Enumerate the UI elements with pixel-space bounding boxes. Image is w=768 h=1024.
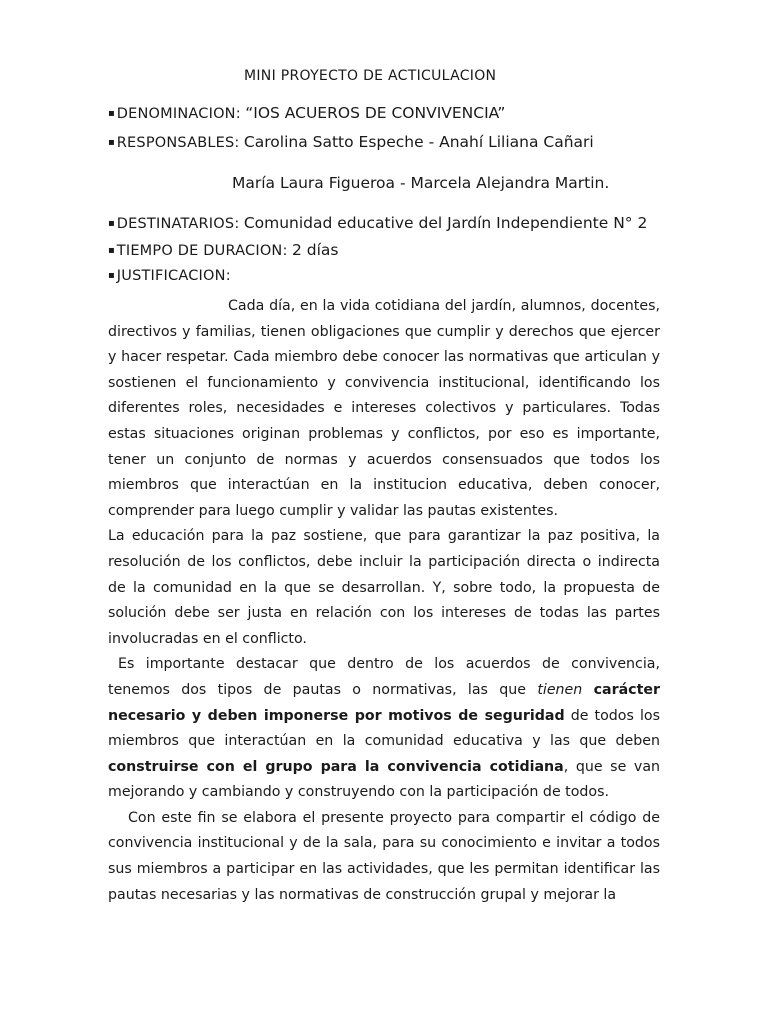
field-label: JUSTIFICACION: [116, 268, 226, 284]
bold-text: carácter necesario y deben imponerse por motivos de seguridad: [108, 681, 660, 724]
field-label: DENOMINACION: [116, 106, 236, 122]
bold-text: construirse con el grupo para la convivencia cotidiana: [108, 758, 564, 775]
italic-text: tienen: [537, 681, 583, 698]
field-justificacion: ▪ JUSTIFICACION:: [108, 268, 231, 284]
paragraph-3: [108, 652, 660, 806]
field-value: Carolina Satto Espeche - Anahí Liliana Cañari: [243, 133, 594, 151]
field-destinatarios: ▪ DESTINATARIOS: Comunidad educative del Jardín Independiente N° 2: [108, 214, 648, 232]
field-label: DESTINATARIOS: [116, 216, 235, 232]
field-tiempo: ▪ TIEMPO DE DURACION: 2 días: [108, 241, 339, 259]
text-run: , que se van mejorando y cambiando y construyendo con la participación de todos.: [108, 758, 661, 801]
field-value: Comunidad educative del Jardín Independiente N° 2: [243, 214, 648, 232]
paragraph-4: Con este fin se elabora el presente proyecto para compartir el código de convivencia institucional y de la sala, para su conocimiento e invitar a todos sus miembros a participar en las actividades, que les permitan identificar las pautas necesarias y las normativas de construcción grupal y mejorar la: [108, 809, 660, 903]
field-responsables: ▪ RESPONSABLES: Carolina Satto Espeche - Anahí Liliana Cañari: [108, 133, 594, 151]
bullet-icon: ▪: [108, 245, 115, 256]
paragraph-1: Cada día, en la vida cotidiana del jardín, alumnos, docentes, directivos y familias, tienen obligaciones que cumplir y derechos que ejercer y hacer respetar. Cada miembro debe conocer las normativas que articulan y sostienen el funcionamiento y convivencia institucional, identificando los diferentes roles, necesidades e intereses colectivos y particulares. Todas estas situaciones originan problemas y conflictos, por eso es importante, tener un conjunto de normas y acuerdos consensuados que todos los miembros que interactúan en la institucion educativa, deben conocer, comprender para luego cumplir y validar las pautas existentes.: [108, 298, 660, 519]
bullet-icon: ▪: [108, 270, 115, 281]
field-label: RESPONSABLES: [116, 135, 235, 151]
bullet-icon: ▪: [108, 218, 115, 229]
field-value: “IOS ACUEROS DE CONVIVENCIA”: [245, 104, 506, 122]
text-run: Es importante destacar que dentro de los acuerdos de convivencia, tenemos dos tipos de pautas o normativas, las que: [108, 656, 660, 698]
paragraph-2: La educación para la paz sostiene, que para garantizar la paz positiva, la resolución de los conflictos, debe incluir la participación directa o indirecta de la comunidad en la que se desarrollan. Y, sobre todo, la propuesta de solución debe ser justa en relación con los intereses de todas las partes involucradas en el conflicto.: [108, 528, 660, 647]
document-title: MINI PROYECTO DE ACTICULACION: [244, 68, 497, 84]
document-body: [108, 294, 660, 908]
text-run: de todos los miembros que interactúan en la comunidad educativa y las que deben: [108, 707, 660, 750]
field-label: TIEMPO DE DURACION: [116, 243, 283, 259]
bullet-icon: ▪: [108, 137, 115, 148]
bullet-icon: ▪: [108, 108, 115, 119]
responsables-line-2: María Laura Figueroa - Marcela Alejandra Martin.: [232, 174, 610, 192]
field-denominacion: ▪ DENOMINACION: “IOS ACUEROS DE CONVIVENCIA”: [108, 104, 506, 122]
field-value: 2 días: [291, 241, 339, 259]
